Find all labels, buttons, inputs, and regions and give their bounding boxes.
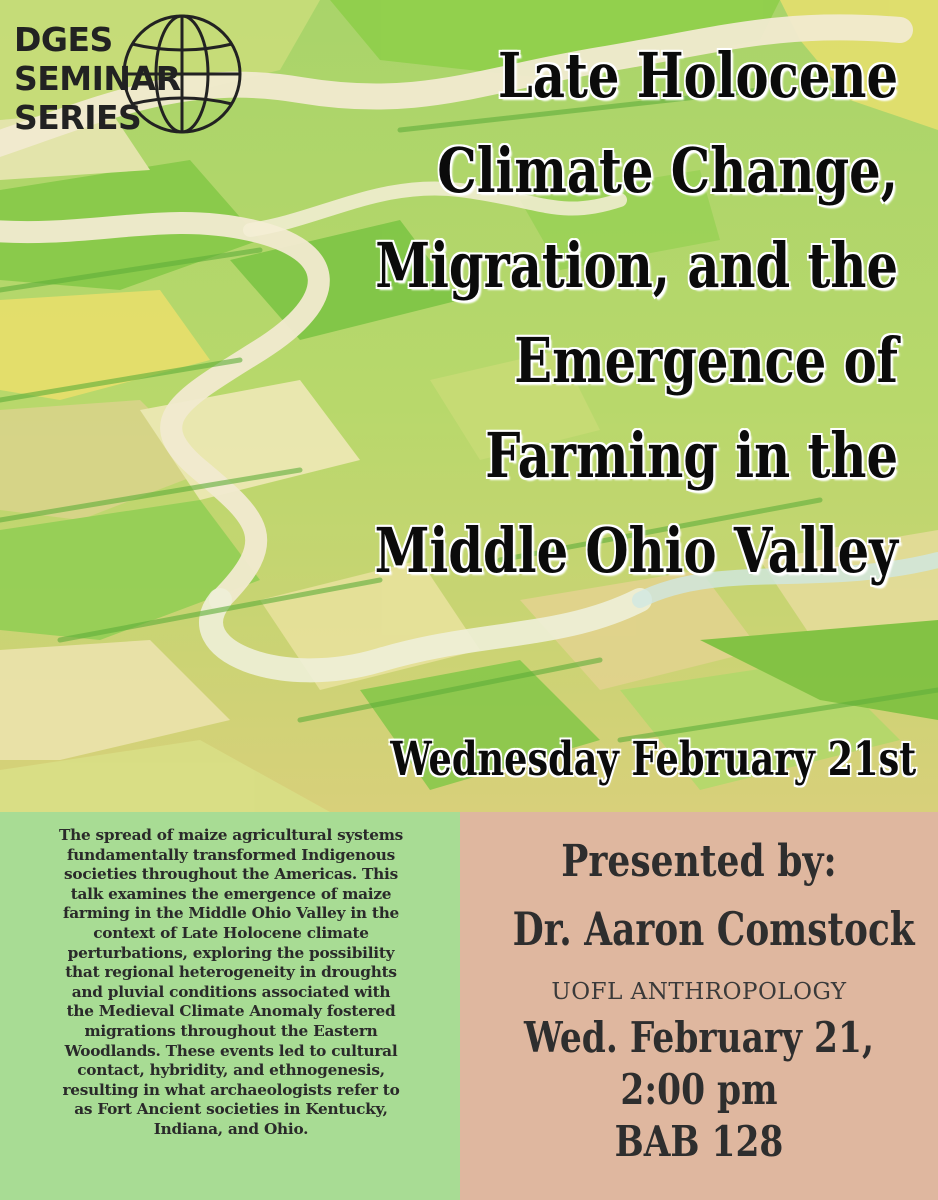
logo-line-dges: DGES bbox=[14, 20, 113, 59]
presenter-info-panel bbox=[460, 812, 938, 1200]
event-time: 2:00 pm bbox=[620, 1065, 778, 1114]
abstract-panel bbox=[0, 812, 460, 1200]
title-line: Climate Change, bbox=[437, 134, 898, 207]
logo-line-series: SERIES bbox=[14, 98, 142, 137]
abstract-line: The spread of maize agricultural systems bbox=[58, 826, 404, 844]
abstract-line: and pluvial conditions associated with bbox=[71, 982, 391, 1001]
abstract-line: perturbations, exploring the possibility bbox=[67, 943, 395, 962]
abstract-text bbox=[14, 826, 448, 1140]
title-line: Emergence of bbox=[514, 324, 898, 397]
seminar-title bbox=[338, 28, 898, 598]
abstract-line: Indiana, and Ohio. bbox=[153, 1119, 309, 1138]
abstract-line: as Fort Ancient societies in Kentucky, bbox=[74, 1100, 388, 1119]
abstract-line: the Medieval Climate Anomaly fostered bbox=[66, 1002, 396, 1021]
abstract-line: talk examines the emergence of maize bbox=[70, 884, 392, 903]
abstract-line: context of Late Holocene climate bbox=[93, 923, 369, 942]
abstract-line: societies throughout the Americas. This bbox=[64, 865, 398, 884]
abstract-line: migrations throughout the Eastern bbox=[84, 1021, 378, 1040]
title-line: Middle Ohio Valley bbox=[374, 514, 898, 587]
presenter-department: UOFL ANTHROPOLOGY bbox=[551, 979, 847, 1005]
event-details bbox=[503, 1012, 895, 1168]
abstract-line: contact, hybridity, and ethnogenesis, bbox=[77, 1061, 385, 1080]
title-line: Migration, and the bbox=[375, 229, 898, 302]
abstract-line: resulting in what archaeologists refer to bbox=[62, 1080, 400, 1099]
abstract-line: Woodlands. These events led to cultural bbox=[64, 1041, 398, 1060]
abstract-line: fundamentally transformed Indigenous bbox=[66, 845, 396, 864]
title-line: Late Holocene bbox=[498, 39, 898, 112]
event-date: Wed. February 21, bbox=[524, 1013, 874, 1062]
dges-seminar-series-logo bbox=[10, 12, 240, 162]
title-line: Farming in the bbox=[485, 419, 898, 492]
presented-by-label: Presented by: bbox=[561, 836, 837, 887]
logo-line-seminar: SEMINAR bbox=[14, 59, 181, 98]
event-location: BAB 128 bbox=[614, 1117, 784, 1166]
abstract-line: farming in the Middle Ohio Valley in the bbox=[62, 904, 400, 923]
presenter-name: Dr. Aaron Comstock bbox=[512, 902, 915, 956]
abstract-line: that regional heterogeneity in droughts bbox=[65, 963, 397, 982]
date-banner: Wednesday February 21st bbox=[390, 732, 916, 787]
